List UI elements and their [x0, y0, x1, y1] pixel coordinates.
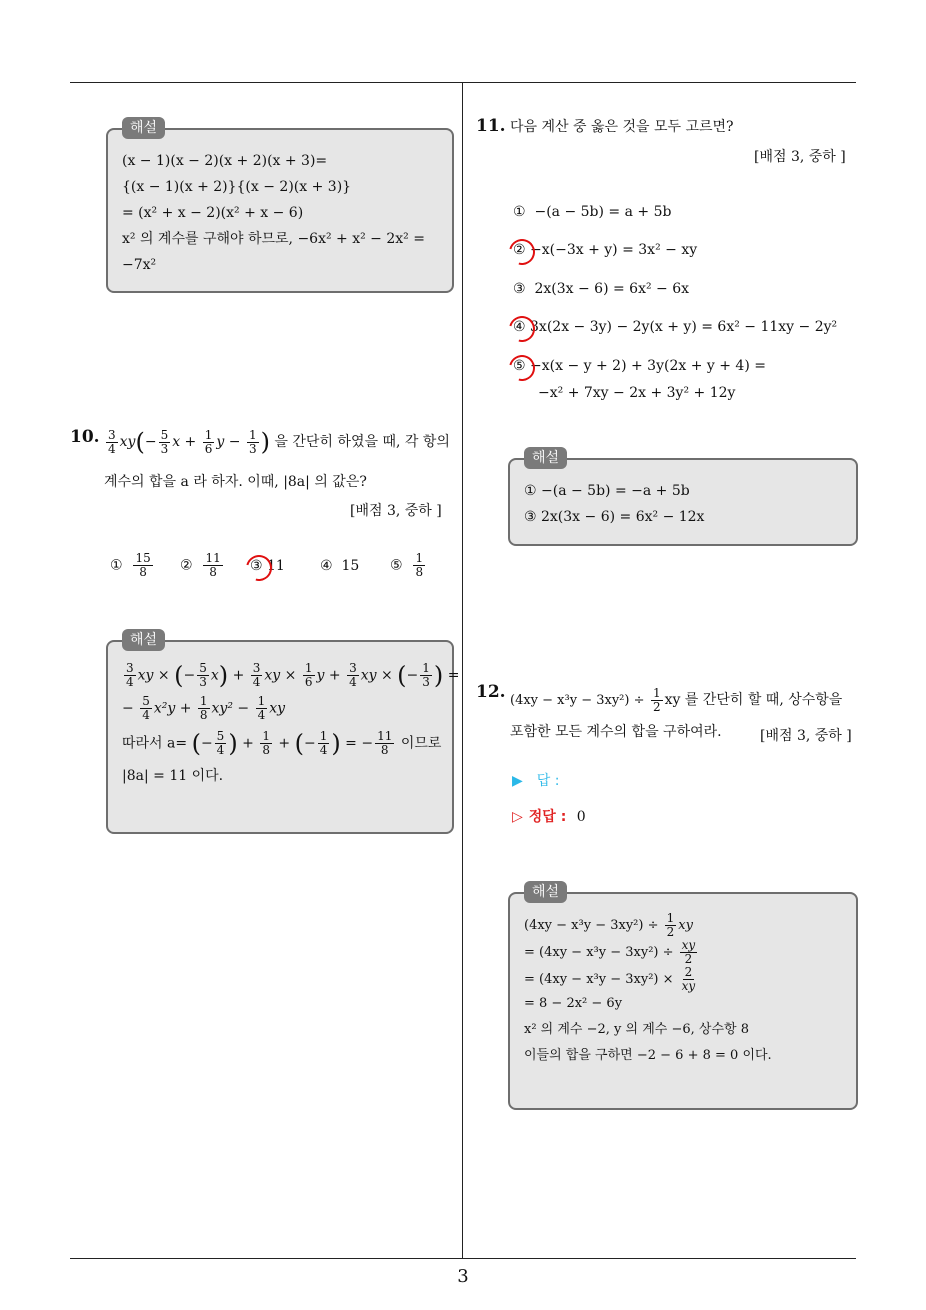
q9-explain-line-5: −7x² [122, 257, 157, 273]
q12-explain-line-1: (4xy − x³y − 3xy²) ÷ $\frac{1}{2}$ xy [524, 911, 693, 939]
q10-expr-pre: xy [119, 434, 136, 450]
play-triangle-icon: ▶ [512, 773, 523, 789]
q10-frac-3-4: $\frac{3}{4}$ [108, 427, 116, 456]
q12-question [510, 686, 842, 715]
q11-option-3[interactable]: ③ 2x(3x − 6) = 6x² − 6x [513, 281, 690, 297]
q11-option-1[interactable]: ① −(a − 5b) = a + 5b [513, 204, 672, 220]
q11-option-2-mark [504, 234, 540, 270]
q12-explanation-box [508, 884, 858, 1110]
q12-explain-line-3: = (4xy − x³y − 3xy²) × $\frac{2}{xy}$ [524, 965, 696, 993]
q9-explain-line-4: x² 의 계수를 구해야 하므로, −6x² + x² − 2x² = [122, 231, 425, 247]
q12-score: [배점 3, 중하 ] [760, 728, 852, 744]
q11-explain-line-1: ① −(a − 5b) = −a + 5b [524, 483, 690, 499]
column-divider [462, 82, 463, 1258]
q12-expr: (4xy − x³y − 3xy²) ÷ [510, 693, 645, 708]
top-rule [70, 82, 856, 83]
q10-number: 10. [70, 427, 100, 447]
q12-question-line2: 포함한 모든 계수의 합을 구하여라. [510, 724, 722, 740]
q11-option-5-cont: −x² + 7xy − 2x + 3y² + 12y [538, 385, 736, 401]
q11-option-5[interactable]: ⑤ −x(x − y + 2) + 3y(2x + y + 4) = [513, 358, 766, 374]
explain-tag: 해설 [122, 117, 165, 139]
q10-question-text: 을 간단히 하였을 때, 각 항의 [274, 434, 450, 450]
q11-option-4[interactable]: ④ 3x(2x − 3y) − 2y(x + y) = 6x² − 11xy − 2y² [513, 319, 838, 335]
q11-option-5-mark [504, 350, 540, 386]
q10-option-3[interactable]: ③ 11 [250, 558, 285, 574]
q11-explain-line-2: ③ 2x(3x − 6) = 6x² − 12x [524, 509, 705, 525]
q10-explanation-box [106, 632, 460, 834]
q12-explain-line-6: 이들의 합을 구하면 −2 − 6 + 8 = 0 이다. [524, 1048, 772, 1063]
q12-correct-label: 정답 : [528, 809, 567, 825]
q12-answer-row[interactable] [512, 770, 559, 790]
q10-option-2[interactable]: ② $\frac{11}{8}$ [180, 551, 221, 579]
q12-explain-line-4: = 8 − 2x² − 6y [524, 996, 623, 1011]
page-number: 3 [457, 1266, 469, 1287]
q9-explain-line-1: (x − 1)(x − 2)(x + 2)(x + 3)= [122, 153, 328, 169]
q10-option-3-mark [241, 550, 277, 586]
q9-explain-line-2: {(x − 1)(x + 2)}{(x − 2)(x + 3)} [122, 179, 352, 195]
q12-correct-row [512, 806, 586, 826]
q9-explain-line-3: = (x² + x − 2)(x² + x − 6) [122, 205, 304, 221]
q10-score: [배점 3, 중하 ] [350, 503, 442, 519]
q10-explain-line-4: |8a| = 11 이다. [122, 768, 224, 784]
q10-frac-1-6: $\frac{1}{6}$ [204, 427, 213, 456]
q10-option-5[interactable]: ⑤ $\frac{1}{8}$ [390, 551, 424, 579]
q10-explain-line-2: − $\frac{5}{4}$ x²y + $\frac{1}{8}$ xy² − $\frac{1}{4}$ xy [122, 694, 286, 722]
q11-option-4-mark [504, 311, 540, 347]
q12-explain-line-5: x² 의 계수 −2, y 의 계수 −6, 상수항 8 [524, 1022, 749, 1037]
outline-triangle-icon: ▷ [512, 809, 523, 825]
q10-explain-line-1: $\frac{3}{4}$ xy × (− $\frac{5}{3}$ x) + $\frac{3}{4}$ xy × $\frac{1}{6}$ y + $\frac{3}{4}$ xy × (− $\frac{1}{3}$ ) = [126, 661, 460, 690]
q9-explanation-box [106, 120, 454, 293]
q10-frac-1-3: $\frac{1}{3}$ [248, 427, 257, 456]
explain-tag: 해설 [524, 881, 567, 903]
q12-correct-value: 0 [576, 809, 586, 825]
q11-explanation-box [508, 450, 858, 546]
q11-option-2[interactable]: ② −x(−3x + y) = 3x² − xy [513, 242, 698, 258]
q12-question-text: xy 를 간단히 할 때, 상수항을 [664, 692, 843, 708]
q12-explain-line-2: = (4xy − x³y − 3xy²) ÷ $\frac{xy}{2}$ [524, 938, 696, 966]
q10-question: $\frac{3}{4}$ xy(− $\frac{5}{3}$ x + $\frac{1}{6}$ y − $\frac{1}{3}$ ) 을 간단히 하였을 때, 각 항의 [108, 427, 450, 456]
q11-number: 11. [476, 116, 506, 136]
explain-tag: 해설 [122, 629, 165, 651]
q12-number: 12. [476, 682, 506, 702]
explain-tag: 해설 [524, 447, 567, 469]
q10-option-1[interactable]: ① $\frac{15}{8}$ [110, 551, 151, 579]
q11-question: 다음 계산 중 옳은 것을 모두 고르면? [510, 119, 734, 135]
q11-score: [배점 3, 중하 ] [754, 149, 846, 165]
q10-option-4[interactable]: ④ 15 [320, 558, 360, 574]
q10-explain-line-3: 따라서 a= (− $\frac{5}{4}$ ) + $\frac{1}{8}$ + (− $\frac{1}{4}$ ) = − $\frac{11}{8}$ 이므로 [122, 729, 442, 758]
q12-answer-label: 답 : [536, 773, 560, 789]
q12-frac-1-2: $\frac{1}{2}$ [652, 685, 661, 714]
q10-frac-5-3: $\frac{5}{3}$ [160, 427, 169, 456]
q10-question-line2: 계수의 합을 a 라 하자. 이때, |8a| 의 값은? [104, 474, 367, 490]
bottom-rule [70, 1258, 856, 1259]
